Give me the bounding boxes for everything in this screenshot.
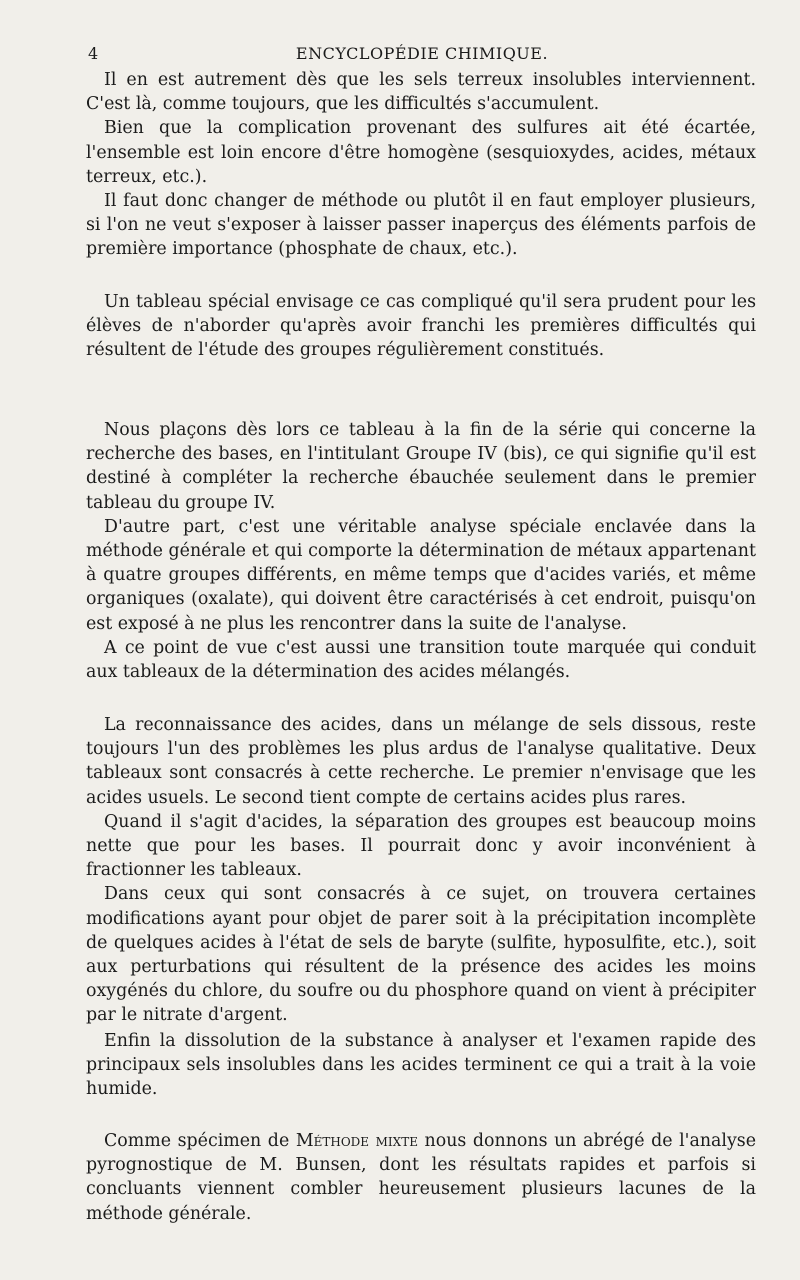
paragraph: Il faut donc changer de méthode ou plutôt il en faut employer plusieurs, si l'on ne veut s'exposer à laisser passer inaperçus des éléments parfois de première importance (phosphate de chaux, etc.). xyxy=(86,191,756,260)
paragraph-intro: Comme spécimen de xyxy=(104,1131,290,1151)
text-block-1 xyxy=(86,68,756,262)
paragraph: A ce point de vue c'est aussi une transition toute marquée qui conduit aux tableaux de la détermination des acides mélangés. xyxy=(86,637,756,683)
text-block-2 xyxy=(86,290,756,363)
paragraph: D'autre part, c'est une véritable analyse spéciale enclavée dans la méthode générale et qui comporte la détermination de métaux appartenant à quatre groupes différents, en même temps que d'acides variés, et même organiques (oxalate), qui doivent être caractérisés à cet endroit, puisqu'on est exposé à ne plus les rencontrer dans la suite de l'analyse. xyxy=(86,516,756,634)
paragraph: Dans ceux qui sont consacrés à ce sujet, on trouvera certaines modifications ayant pour objet de parer soit à la précipitation incomplète de quelques acides à l'état de sels de baryte (sulfite, hyposulfite, etc.), soit aux perturbations qui résultent de la présence des acides les moins oxygénés du chlore, du soufre ou du phosphore quand on vient à précipiter par le nitrate d'argent. xyxy=(86,884,756,1026)
paragraph: La reconnaissance des acides, dans un mélange de sels dissous, reste toujours l'un des problèmes les plus ardus de l'analyse qualitative. Deux tableaux sont consacrés à cette recherche. Le premier n'envisage que les acides usuels. Le second tient compte de certains acides plus rares. xyxy=(86,715,756,808)
text-block-6 xyxy=(86,1129,756,1226)
paragraph: Nous plaçons dès lors ce tableau à la fin de la série qui concerne la recherche des bases, en l'intitulant Groupe IV (bis), ce qui signifie qu'il est destiné à compléter la recherche ébauchée seulement dans le premier tableau du groupe IV. xyxy=(86,420,756,513)
paragraph: Bien que la complication provenant des sulfures ait été écartée, l'ensemble est loin encore d'être homogène (sesquioxydes, acides, métaux terreux, etc.). xyxy=(86,118,756,187)
running-title: ENCYCLOPÉDIE CHIMIQUE. xyxy=(295,44,549,63)
page-header xyxy=(88,44,756,68)
paragraph: Un tableau spécial envisage ce cas compliqué qu'il sera prudent pour les élèves de n'aborder qu'après avoir franchi les premières difficultés qui résultent de l'étude des groupes régulièrement constitués. xyxy=(86,292,756,361)
paragraph: Il en est autrement dès que les sels terreux insolubles interviennent. C'est là, comme toujours, que les difficultés s'accumulent. xyxy=(86,70,756,115)
method-name: Méthode mixte xyxy=(295,1131,418,1151)
paragraph xyxy=(86,1129,756,1226)
page-number: 4 xyxy=(88,44,99,63)
paragraph-rest: nous donnons un abrégé de l'analyse pyrognostique de M. Bunsen, dont les résultats rapides et parfois si concluants viennent combler heureusement plusieurs lacunes de la méthode générale. xyxy=(86,1131,756,1224)
text-block-4 xyxy=(86,713,756,1028)
paragraph: Enfin la dissolution de la substance à analyser et l'examen rapide des principaux sels insolubles dans les acides terminent ce qui a trait à la voie humide. xyxy=(86,1031,756,1100)
text-block-5 xyxy=(86,1029,756,1102)
text-block-3 xyxy=(86,418,756,684)
paragraph: Quand il s'agit d'acides, la séparation des groupes est beaucoup moins nette que pour les bases. Il pourrait donc y avoir inconvénient à fractionner les tableaux. xyxy=(86,811,756,881)
